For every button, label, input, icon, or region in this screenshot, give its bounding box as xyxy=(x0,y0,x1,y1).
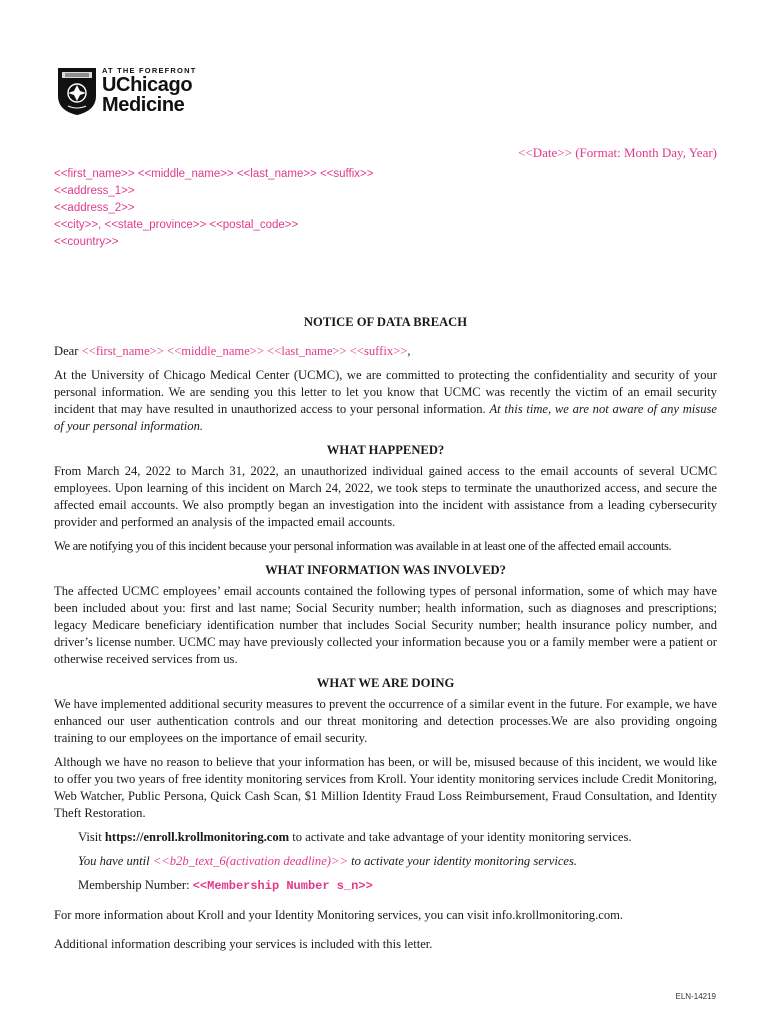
letter-date: <<Date>> (Format: Month Day, Year) xyxy=(518,145,717,160)
salutation-suffix: , xyxy=(407,344,411,358)
what-we-are-doing-paragraph-2: Although we have no reason to believe that your information has been, or will be, misused because of this incident, we would like to offer you two years of free identity monitoring services from Kroll. Your identity monitoring services include Credit Monitoring, Web Watcher, Public Persona, Quick Cash Scan, $1 Million Identity Fraud Loss Reimbursement, Fraud Consultation, and Identity Theft Restoration. xyxy=(54,755,717,820)
what-information-paragraph: The affected UCMC employees’ email accounts contained the following types of personal information, some of which may have been included about you: first and last name; Social Security number; health information, such as diagnoses and prescriptions; legacy Medicare beneficiary identification number that includes Social Security number; health insurance policy number, and driver’s license number. UCMC may have previously collected your information because you or a family member were a patient or otherwise received services from us. xyxy=(54,584,717,666)
membership-line xyxy=(54,877,717,895)
membership-number-placeholder: <<Membership Number s_n>> xyxy=(192,879,373,893)
letter-title: NOTICE OF DATA BREACH xyxy=(303,315,468,329)
address-line: <<first_name>> <<middle_name>> <<last_name>> <<suffix>> xyxy=(54,168,374,180)
what-happened-paragraph-2: We are notifying you of this incident because your personal information was available in at least one of the affected email accounts. xyxy=(54,539,672,553)
address-line: <<country>> xyxy=(54,236,119,248)
what-happened-paragraph-1: From March 24, 2022 to March 31, 2022, an unauthorized individual gained access to the email accounts of several UCMC employees. Upon learning of this incident on March 24, 2022, we took steps to terminate the unauthorized access, and secure the affected email accounts. We also promptly began an investigation into the incident with assistance from a leading cybersecurity provider and performed an analysis of the impacted email accounts. xyxy=(54,464,717,529)
address-line: <<address_2>> xyxy=(54,202,135,214)
logo-line-2: Medicine xyxy=(102,94,185,116)
document-code: ELN-14219 xyxy=(675,992,716,1001)
what-happened-heading: WHAT HAPPENED? xyxy=(326,443,445,457)
salutation-name: <<first_name>> <<middle_name>> <<last_name>> <<suffix>> xyxy=(81,344,408,358)
university-seal-icon xyxy=(56,66,98,116)
salutation xyxy=(54,343,717,360)
logo-tagline: AT THE FOREFRONT xyxy=(102,66,197,75)
activation-deadline-line xyxy=(54,853,717,870)
until-prefix: You have until xyxy=(78,854,153,868)
intro-italic: At this time, we are not aware of any misuse of your personal information. xyxy=(54,402,717,433)
until-suffix: to activate your identity monitoring services. xyxy=(347,854,578,868)
membership-label: Membership Number: xyxy=(78,878,193,892)
additional-info-paragraph: Additional information describing your services is included with this letter. xyxy=(54,937,433,951)
activation-deadline-placeholder: <<b2b_text_6(activation deadline)>> xyxy=(152,854,348,868)
what-we-are-doing-paragraph-1: We have implemented additional security measures to prevent the occurrence of a similar event in the future. For example, we have enhanced our user authentication controls and our threat monitoring and detection processes.We are also providing ongoing training to our employees on the importance of email security. xyxy=(54,697,717,745)
uchicago-medicine-logo xyxy=(56,66,206,120)
logo-line-1: UChicago xyxy=(102,74,193,96)
address-line: <<city>>, <<state_province>> <<postal_code>> xyxy=(54,219,299,231)
intro-paragraph xyxy=(54,367,717,435)
visit-prefix: Visit xyxy=(78,830,105,844)
visit-suffix: to activate and take advantage of your identity monitoring services. xyxy=(289,830,632,844)
visit-line xyxy=(54,829,717,846)
what-we-are-doing-heading: WHAT WE ARE DOING xyxy=(316,676,455,690)
salutation-prefix: Dear xyxy=(54,344,82,358)
enrollment-link[interactable]: https://enroll.krollmonitoring.com xyxy=(104,830,290,844)
address-line: <<address_1>> xyxy=(54,185,135,197)
more-info-paragraph: For more information about Kroll and your Identity Monitoring services, you can visit info.krollmonitoring.com. xyxy=(54,908,624,922)
letter-body xyxy=(54,314,717,960)
logo-wordmark xyxy=(102,75,192,115)
intro-text: At the University of Chicago Medical Center (UCMC), we are committed to protecting the confidentiality and security of your personal information. We are sending you this letter to let you know that UCMC was recently the victim of an email security incident that may have resulted in unauthorized access to your personal information. xyxy=(54,368,717,416)
recipient-address xyxy=(54,166,373,251)
what-information-heading: WHAT INFORMATION WAS INVOLVED? xyxy=(265,563,506,577)
